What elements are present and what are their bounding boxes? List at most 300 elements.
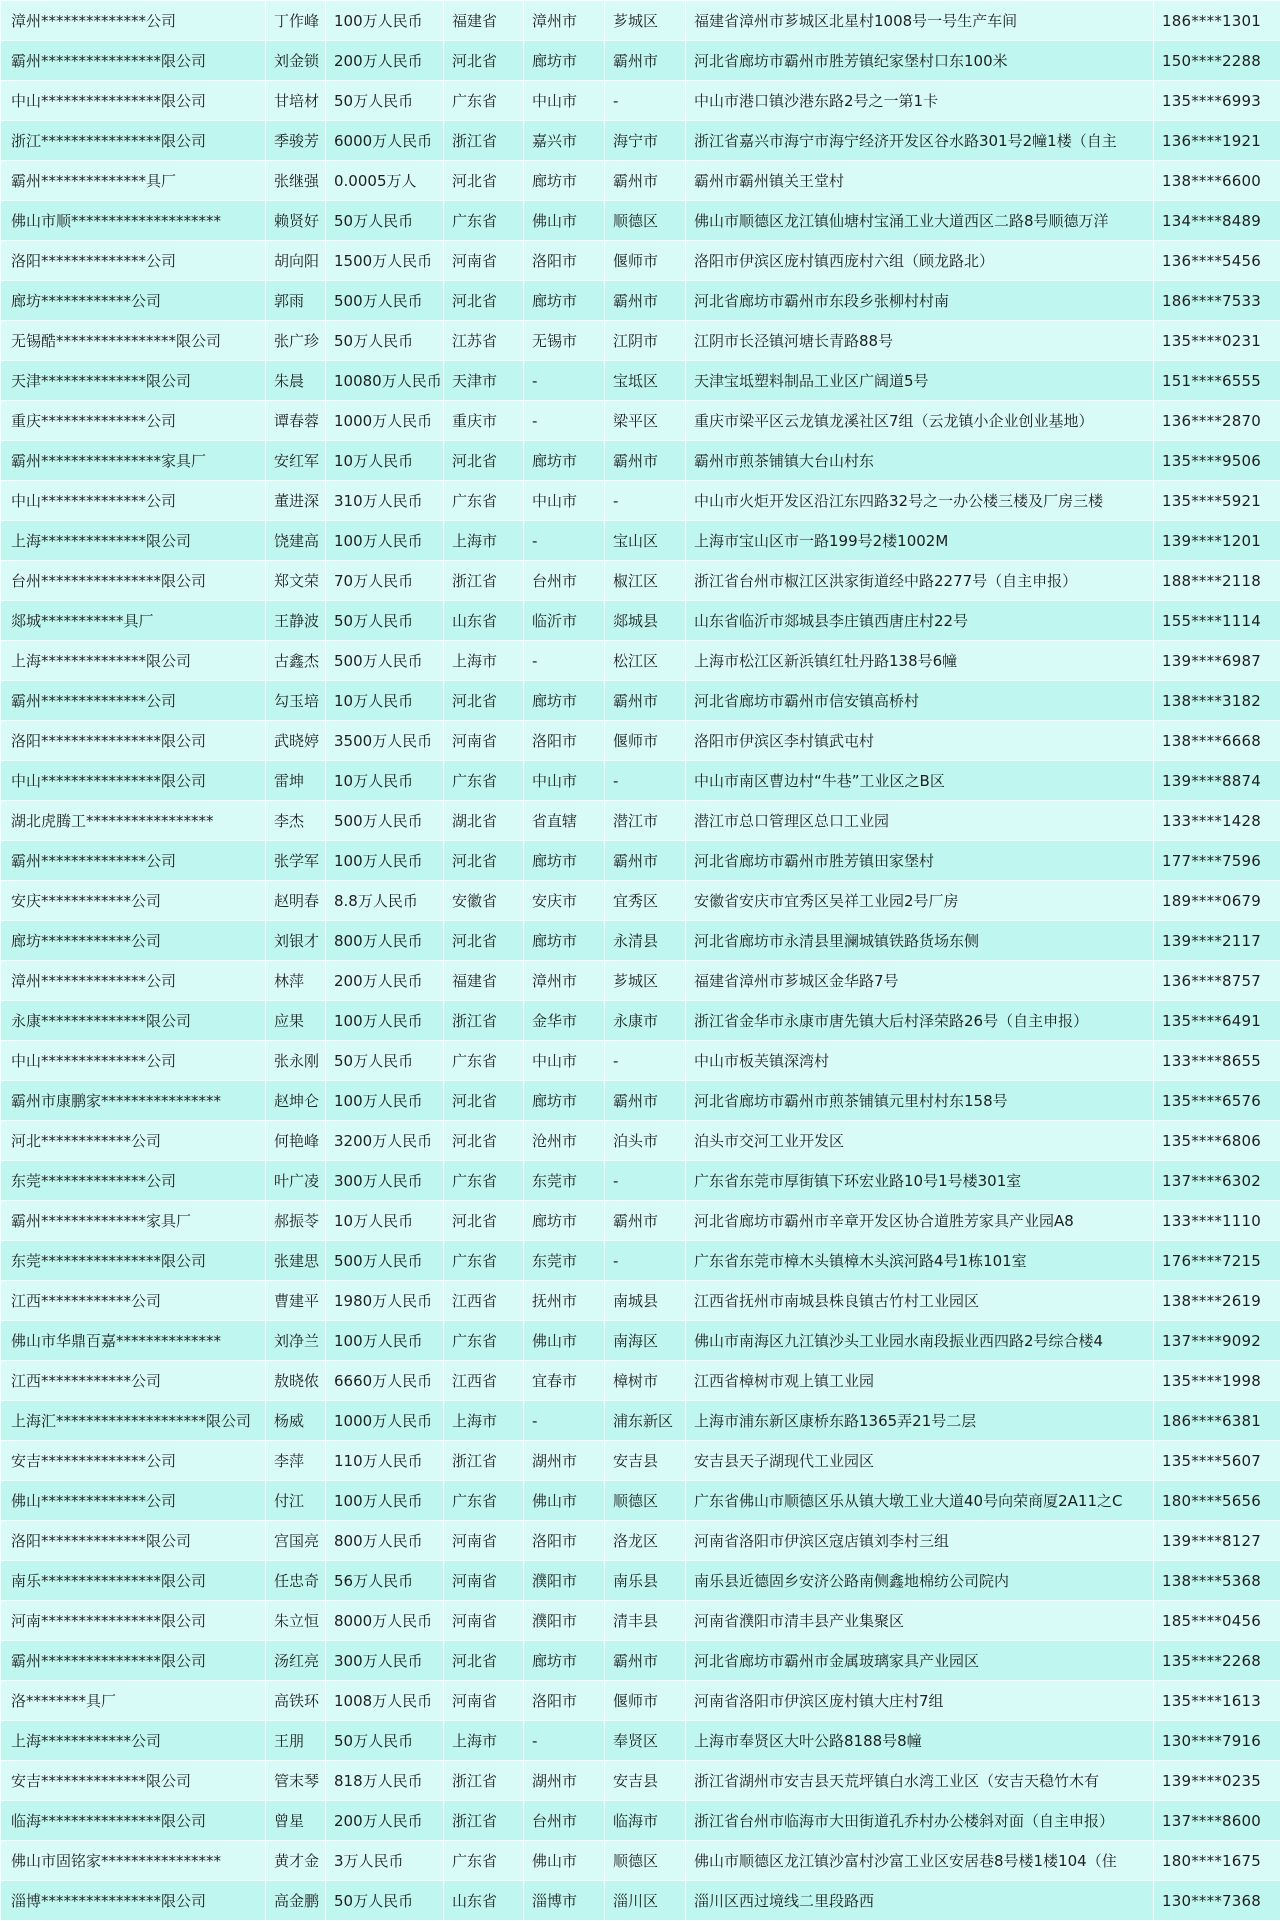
city-cell: 洛阳市 (524, 721, 605, 761)
legal-rep-cell: 张广珍 (266, 321, 326, 361)
phone-cell: 176****7215 (1154, 1241, 1280, 1281)
legal-rep-cell: 朱晨 (266, 361, 326, 401)
address-cell: 天津宝坻塑料制品工业区广阔道5号 (686, 361, 1154, 401)
registered-capital-cell: 1008万人民币 (326, 1681, 444, 1721)
province-cell: 河南省 (444, 721, 524, 761)
district-cell: 奉贤区 (605, 1721, 686, 1761)
address-cell: 河北省廊坊市霸州市胜芳镇纪家堡村口东100米 (686, 41, 1154, 81)
company-name-cell: 淄博****************限公司 (1, 1881, 266, 1921)
district-cell: 霸州市 (605, 681, 686, 721)
phone-cell: 133****1110 (1154, 1201, 1280, 1241)
province-cell: 广东省 (444, 1161, 524, 1201)
address-cell: 重庆市梁平区云龙镇龙溪社区7组（云龙镇小企业创业基地） (686, 401, 1154, 441)
address-cell: 上海市松江区新浜镇红牡丹路138号6幢 (686, 641, 1154, 681)
province-cell: 山东省 (444, 601, 524, 641)
city-cell: 湖州市 (524, 1761, 605, 1801)
phone-cell: 139****8127 (1154, 1521, 1280, 1561)
address-cell: 佛山市顺德区龙江镇沙富村沙富工业区安居巷8号楼1楼104（住 (686, 1841, 1154, 1881)
legal-rep-cell: 汤红亮 (266, 1641, 326, 1681)
district-cell: 霸州市 (605, 841, 686, 881)
table-row (1, 1081, 1280, 1121)
registered-capital-cell: 800万人民币 (326, 1521, 444, 1561)
address-cell: 淄川区西过境线二里段路西 (686, 1881, 1154, 1921)
district-cell: 霸州市 (605, 1641, 686, 1681)
phone-cell: 185****0456 (1154, 1601, 1280, 1641)
phone-cell: 139****6987 (1154, 641, 1280, 681)
province-cell: 河北省 (444, 1081, 524, 1121)
district-cell: - (605, 481, 686, 521)
phone-cell: 139****0235 (1154, 1761, 1280, 1801)
company-name-cell: 东莞**************公司 (1, 1161, 266, 1201)
registered-capital-cell: 818万人民币 (326, 1761, 444, 1801)
registered-capital-cell: 1980万人民币 (326, 1281, 444, 1321)
province-cell: 广东省 (444, 81, 524, 121)
address-cell: 上海市宝山区市一路199号2楼1002M (686, 521, 1154, 561)
city-cell: - (524, 361, 605, 401)
province-cell: 广东省 (444, 481, 524, 521)
company-name-cell: 廊坊************公司 (1, 921, 266, 961)
company-name-cell: 东莞****************限公司 (1, 1241, 266, 1281)
phone-cell: 139****2117 (1154, 921, 1280, 961)
phone-cell: 151****6555 (1154, 361, 1280, 401)
address-cell: 中山市火炬开发区沿江东四路32号之一办公楼三楼及厂房三楼 (686, 481, 1154, 521)
city-cell: - (524, 521, 605, 561)
province-cell: 广东省 (444, 1321, 524, 1361)
district-cell: 永康市 (605, 1001, 686, 1041)
table-row (1, 1561, 1280, 1601)
registered-capital-cell: 1500万人民币 (326, 241, 444, 281)
registered-capital-cell: 10万人民币 (326, 681, 444, 721)
city-cell: 濮阳市 (524, 1601, 605, 1641)
legal-rep-cell: 李萍 (266, 1441, 326, 1481)
address-cell: 霸州市煎茶铺镇大台山村东 (686, 441, 1154, 481)
district-cell: 顺德区 (605, 1481, 686, 1521)
company-name-cell: 重庆**************公司 (1, 401, 266, 441)
legal-rep-cell: 黄才金 (266, 1841, 326, 1881)
legal-rep-cell: 任忠奇 (266, 1561, 326, 1601)
district-cell: 清丰县 (605, 1601, 686, 1641)
city-cell: 佛山市 (524, 1481, 605, 1521)
table-row (1, 1041, 1280, 1081)
company-name-cell: 中山****************限公司 (1, 81, 266, 121)
address-cell: 浙江省台州市临海市大田街道孔乔村办公楼斜对面（自主申报） (686, 1801, 1154, 1841)
table-row (1, 241, 1280, 281)
registered-capital-cell: 0.0005万人 (326, 161, 444, 201)
address-cell: 河北省廊坊市霸州市东段乡张柳村村南 (686, 281, 1154, 321)
province-cell: 上海市 (444, 1721, 524, 1761)
phone-cell: 137****6302 (1154, 1161, 1280, 1201)
table-row (1, 361, 1280, 401)
city-cell: 廊坊市 (524, 921, 605, 961)
province-cell: 河北省 (444, 1201, 524, 1241)
province-cell: 湖北省 (444, 801, 524, 841)
province-cell: 河南省 (444, 1521, 524, 1561)
legal-rep-cell: 高铁环 (266, 1681, 326, 1721)
province-cell: 上海市 (444, 641, 524, 681)
city-cell: 嘉兴市 (524, 121, 605, 161)
registered-capital-cell: 56万人民币 (326, 1561, 444, 1601)
registered-capital-cell: 100万人民币 (326, 841, 444, 881)
table-row (1, 1521, 1280, 1561)
city-cell: - (524, 1401, 605, 1441)
company-name-cell: 台州****************限公司 (1, 561, 266, 601)
district-cell: 偃师市 (605, 1681, 686, 1721)
city-cell: 宜春市 (524, 1361, 605, 1401)
district-cell: 霸州市 (605, 161, 686, 201)
company-name-cell: 佛山市固铭家**************** (1, 1841, 266, 1881)
province-cell: 江西省 (444, 1281, 524, 1321)
address-cell: 福建省漳州市芗城区北星村1008号一号生产车间 (686, 1, 1154, 41)
legal-rep-cell: 赵明春 (266, 881, 326, 921)
registered-capital-cell: 200万人民币 (326, 961, 444, 1001)
company-name-cell: 永康**************限公司 (1, 1001, 266, 1041)
city-cell: 沧州市 (524, 1121, 605, 1161)
city-cell: 廊坊市 (524, 1201, 605, 1241)
registered-capital-cell: 310万人民币 (326, 481, 444, 521)
table-row (1, 1001, 1280, 1041)
table-row (1, 1681, 1280, 1721)
province-cell: 广东省 (444, 1041, 524, 1081)
registered-capital-cell: 50万人民币 (326, 201, 444, 241)
company-name-cell: 霸州**************公司 (1, 681, 266, 721)
registered-capital-cell: 70万人民币 (326, 561, 444, 601)
province-cell: 河北省 (444, 1641, 524, 1681)
district-cell: 偃师市 (605, 241, 686, 281)
district-cell: 樟树市 (605, 1361, 686, 1401)
registered-capital-cell: 6000万人民币 (326, 121, 444, 161)
registered-capital-cell: 200万人民币 (326, 41, 444, 81)
registered-capital-cell: 500万人民币 (326, 641, 444, 681)
registered-capital-cell: 100万人民币 (326, 1321, 444, 1361)
phone-cell: 136****8757 (1154, 961, 1280, 1001)
phone-cell: 136****2870 (1154, 401, 1280, 441)
company-name-cell: 漳州**************公司 (1, 1, 266, 41)
city-cell: 佛山市 (524, 1841, 605, 1881)
city-cell: - (524, 401, 605, 441)
table-row (1, 521, 1280, 561)
registered-capital-cell: 200万人民币 (326, 1801, 444, 1841)
table-body (1, 1, 1280, 1921)
legal-rep-cell: 王静波 (266, 601, 326, 641)
city-cell: 廊坊市 (524, 841, 605, 881)
district-cell: 顺德区 (605, 201, 686, 241)
district-cell: 郯城县 (605, 601, 686, 641)
phone-cell: 180****5656 (1154, 1481, 1280, 1521)
address-cell: 山东省临沂市郯城县李庄镇西唐庄村22号 (686, 601, 1154, 641)
city-cell: 濮阳市 (524, 1561, 605, 1601)
phone-cell: 150****2288 (1154, 41, 1280, 81)
address-cell: 河南省濮阳市清丰县产业集聚区 (686, 1601, 1154, 1641)
table-row (1, 1761, 1280, 1801)
phone-cell: 189****0679 (1154, 881, 1280, 921)
city-cell: 漳州市 (524, 1, 605, 41)
table-row (1, 1161, 1280, 1201)
phone-cell: 186****7533 (1154, 281, 1280, 321)
city-cell: 淄博市 (524, 1881, 605, 1921)
address-cell: 广东省东莞市厚街镇下环宏业路10号1号楼301室 (686, 1161, 1154, 1201)
registered-capital-cell: 100万人民币 (326, 521, 444, 561)
address-cell: 中山市南区曹边村“牛巷”工业区之B区 (686, 761, 1154, 801)
registered-capital-cell: 10080万人民币 (326, 361, 444, 401)
company-name-cell: 上海**************限公司 (1, 521, 266, 561)
phone-cell: 188****2118 (1154, 561, 1280, 601)
district-cell: 南乐县 (605, 1561, 686, 1601)
company-name-cell: 河南****************限公司 (1, 1601, 266, 1641)
company-name-cell: 霸州****************限公司 (1, 41, 266, 81)
province-cell: 安徽省 (444, 881, 524, 921)
company-name-cell: 天津**************限公司 (1, 361, 266, 401)
district-cell: 浦东新区 (605, 1401, 686, 1441)
phone-cell: 138****6600 (1154, 161, 1280, 201)
phone-cell: 139****1201 (1154, 521, 1280, 561)
address-cell: 江阴市长泾镇河塘长青路88号 (686, 321, 1154, 361)
phone-cell: 139****8874 (1154, 761, 1280, 801)
district-cell: 芗城区 (605, 961, 686, 1001)
province-cell: 广东省 (444, 1481, 524, 1521)
city-cell: - (524, 641, 605, 681)
city-cell: 台州市 (524, 561, 605, 601)
address-cell: 福建省漳州市芗城区金华路7号 (686, 961, 1154, 1001)
province-cell: 河北省 (444, 441, 524, 481)
phone-cell: 134****8489 (1154, 201, 1280, 241)
phone-cell: 138****2619 (1154, 1281, 1280, 1321)
company-name-cell: 霸州****************限公司 (1, 1641, 266, 1681)
table-row (1, 641, 1280, 681)
city-cell: 金华市 (524, 1001, 605, 1041)
province-cell: 河北省 (444, 841, 524, 881)
province-cell: 江苏省 (444, 321, 524, 361)
company-name-cell: 江西************公司 (1, 1281, 266, 1321)
address-cell: 泊头市交河工业开发区 (686, 1121, 1154, 1161)
legal-rep-cell: 林萍 (266, 961, 326, 1001)
registered-capital-cell: 800万人民币 (326, 921, 444, 961)
address-cell: 佛山市南海区九江镇沙头工业园水南段振业西四路2号综合楼4 (686, 1321, 1154, 1361)
company-name-cell: 佛山市顺******************** (1, 201, 266, 241)
phone-cell: 135****6806 (1154, 1121, 1280, 1161)
province-cell: 浙江省 (444, 561, 524, 601)
phone-cell: 138****3182 (1154, 681, 1280, 721)
registered-capital-cell: 8000万人民币 (326, 1601, 444, 1641)
table-row (1, 1321, 1280, 1361)
city-cell: 抚州市 (524, 1281, 605, 1321)
address-cell: 中山市港口镇沙港东路2号之一第1卡 (686, 81, 1154, 121)
legal-rep-cell: 武晓婷 (266, 721, 326, 761)
company-name-cell: 上海************公司 (1, 1721, 266, 1761)
province-cell: 河南省 (444, 1681, 524, 1721)
table-row (1, 1721, 1280, 1761)
table-row (1, 561, 1280, 601)
province-cell: 浙江省 (444, 121, 524, 161)
legal-rep-cell: 应果 (266, 1001, 326, 1041)
table-row (1, 1401, 1280, 1441)
table-row (1, 1121, 1280, 1161)
company-name-cell: 佛山市华鼎百嘉************** (1, 1321, 266, 1361)
phone-cell: 135****6576 (1154, 1081, 1280, 1121)
company-name-cell: 安吉**************限公司 (1, 1761, 266, 1801)
phone-cell: 135****1613 (1154, 1681, 1280, 1721)
address-cell: 上海市浦东新区康桥东路1365弄21号二层 (686, 1401, 1154, 1441)
company-name-cell: 霸州**************家具厂 (1, 1201, 266, 1241)
table-row (1, 1441, 1280, 1481)
legal-rep-cell: 郝振苓 (266, 1201, 326, 1241)
phone-cell: 133****1428 (1154, 801, 1280, 841)
province-cell: 浙江省 (444, 1441, 524, 1481)
registered-capital-cell: 500万人民币 (326, 1241, 444, 1281)
province-cell: 河南省 (444, 1601, 524, 1641)
district-cell: 霸州市 (605, 41, 686, 81)
district-cell: 芗城区 (605, 1, 686, 41)
legal-rep-cell: 饶建高 (266, 521, 326, 561)
table-row (1, 1, 1280, 41)
address-cell: 河南省洛阳市伊滨区寇店镇刘李村三组 (686, 1521, 1154, 1561)
district-cell: 霸州市 (605, 281, 686, 321)
table-row (1, 1361, 1280, 1401)
legal-rep-cell: 敖晓侬 (266, 1361, 326, 1401)
registered-capital-cell: 500万人民币 (326, 801, 444, 841)
company-name-cell: 安庆************公司 (1, 881, 266, 921)
province-cell: 上海市 (444, 1401, 524, 1441)
company-name-cell: 无锡酷****************限公司 (1, 321, 266, 361)
table-row (1, 81, 1280, 121)
registered-capital-cell: 10万人民币 (326, 441, 444, 481)
city-cell: 无锡市 (524, 321, 605, 361)
table-row (1, 1241, 1280, 1281)
table-row (1, 41, 1280, 81)
district-cell: 潜江市 (605, 801, 686, 841)
registered-capital-cell: 50万人民币 (326, 81, 444, 121)
registered-capital-cell: 50万人民币 (326, 1721, 444, 1761)
province-cell: 河北省 (444, 921, 524, 961)
city-cell: 台州市 (524, 1801, 605, 1841)
legal-rep-cell: 何艳峰 (266, 1121, 326, 1161)
company-name-cell: 中山****************限公司 (1, 761, 266, 801)
legal-rep-cell: 雷坤 (266, 761, 326, 801)
district-cell: 临海市 (605, 1801, 686, 1841)
company-name-cell: 洛********具厂 (1, 1681, 266, 1721)
registered-capital-cell: 100万人民币 (326, 1001, 444, 1041)
legal-rep-cell: 季骏芳 (266, 121, 326, 161)
registered-capital-cell: 3万人民币 (326, 1841, 444, 1881)
phone-cell: 135****2268 (1154, 1641, 1280, 1681)
company-name-cell: 浙江****************限公司 (1, 121, 266, 161)
registered-capital-cell: 300万人民币 (326, 1161, 444, 1201)
company-name-cell: 洛阳**************限公司 (1, 1521, 266, 1561)
registered-capital-cell: 3200万人民币 (326, 1121, 444, 1161)
district-cell: 海宁市 (605, 121, 686, 161)
city-cell: 佛山市 (524, 201, 605, 241)
address-cell: 霸州市霸州镇关王堂村 (686, 161, 1154, 201)
city-cell: 洛阳市 (524, 1681, 605, 1721)
district-cell: 椒江区 (605, 561, 686, 601)
province-cell: 天津市 (444, 361, 524, 401)
district-cell: 顺德区 (605, 1841, 686, 1881)
address-cell: 河北省廊坊市霸州市金属玻璃家具产业园区 (686, 1641, 1154, 1681)
address-cell: 河南省洛阳市伊滨区庞村镇大庄村7组 (686, 1681, 1154, 1721)
phone-cell: 136****5456 (1154, 241, 1280, 281)
district-cell: 偃师市 (605, 721, 686, 761)
legal-rep-cell: 赖贤好 (266, 201, 326, 241)
table-row (1, 281, 1280, 321)
company-name-cell: 霸州****************家具厂 (1, 441, 266, 481)
registered-capital-cell: 6660万人民币 (326, 1361, 444, 1401)
address-cell: 河北省廊坊市霸州市信安镇高桥村 (686, 681, 1154, 721)
company-name-cell: 河北************公司 (1, 1121, 266, 1161)
phone-cell: 130****7916 (1154, 1721, 1280, 1761)
table-row (1, 321, 1280, 361)
legal-rep-cell: 高金鹏 (266, 1881, 326, 1921)
province-cell: 河南省 (444, 1561, 524, 1601)
legal-rep-cell: 刘净兰 (266, 1321, 326, 1361)
address-cell: 安吉县天子湖现代工业园区 (686, 1441, 1154, 1481)
table-row (1, 841, 1280, 881)
phone-cell: 138****5368 (1154, 1561, 1280, 1601)
district-cell: 霸州市 (605, 441, 686, 481)
table-row (1, 1601, 1280, 1641)
city-cell: 廊坊市 (524, 41, 605, 81)
district-cell: 霸州市 (605, 1201, 686, 1241)
city-cell: 东莞市 (524, 1161, 605, 1201)
legal-rep-cell: 宫国亮 (266, 1521, 326, 1561)
address-cell: 广东省佛山市顺德区乐从镇大墩工业大道40号向荣商厦2A11之C (686, 1481, 1154, 1521)
city-cell: 湖州市 (524, 1441, 605, 1481)
table-row (1, 1841, 1280, 1881)
table-row (1, 1201, 1280, 1241)
province-cell: 福建省 (444, 1, 524, 41)
legal-rep-cell: 谭春蓉 (266, 401, 326, 441)
province-cell: 广东省 (444, 201, 524, 241)
phone-cell: 135****5607 (1154, 1441, 1280, 1481)
phone-cell: 135****9506 (1154, 441, 1280, 481)
city-cell: 廊坊市 (524, 441, 605, 481)
table-row (1, 1801, 1280, 1841)
city-cell: 中山市 (524, 481, 605, 521)
address-cell: 南乐县近德固乡安济公路南侧鑫地棉纺公司院内 (686, 1561, 1154, 1601)
table-row (1, 1641, 1280, 1681)
province-cell: 重庆市 (444, 401, 524, 441)
city-cell: 廊坊市 (524, 161, 605, 201)
district-cell: 永清县 (605, 921, 686, 961)
legal-rep-cell: 杨威 (266, 1401, 326, 1441)
company-name-cell: 洛阳**************公司 (1, 241, 266, 281)
registered-capital-cell: 10万人民币 (326, 761, 444, 801)
city-cell: 洛阳市 (524, 241, 605, 281)
province-cell: 广东省 (444, 761, 524, 801)
legal-rep-cell: 朱立恒 (266, 1601, 326, 1641)
legal-rep-cell: 刘银才 (266, 921, 326, 961)
city-cell: - (524, 1721, 605, 1761)
table-row (1, 201, 1280, 241)
registered-capital-cell: 3500万人民币 (326, 721, 444, 761)
legal-rep-cell: 曾星 (266, 1801, 326, 1841)
district-cell: 安吉县 (605, 1441, 686, 1481)
district-cell: 南城县 (605, 1281, 686, 1321)
legal-rep-cell: 叶广凌 (266, 1161, 326, 1201)
legal-rep-cell: 安红军 (266, 441, 326, 481)
city-cell: 廊坊市 (524, 1081, 605, 1121)
company-name-cell: 南乐****************限公司 (1, 1561, 266, 1601)
registered-capital-cell: 100万人民币 (326, 1481, 444, 1521)
company-name-cell: 安吉**************公司 (1, 1441, 266, 1481)
phone-cell: 136****1921 (1154, 121, 1280, 161)
table-row (1, 401, 1280, 441)
province-cell: 广东省 (444, 1841, 524, 1881)
phone-cell: 135****6491 (1154, 1001, 1280, 1041)
legal-rep-cell: 张学军 (266, 841, 326, 881)
district-cell: - (605, 761, 686, 801)
phone-cell: 155****1114 (1154, 601, 1280, 641)
address-cell: 广东省东莞市樟木头镇樟木头滨河路4号1栋101室 (686, 1241, 1154, 1281)
legal-rep-cell: 郑文荣 (266, 561, 326, 601)
